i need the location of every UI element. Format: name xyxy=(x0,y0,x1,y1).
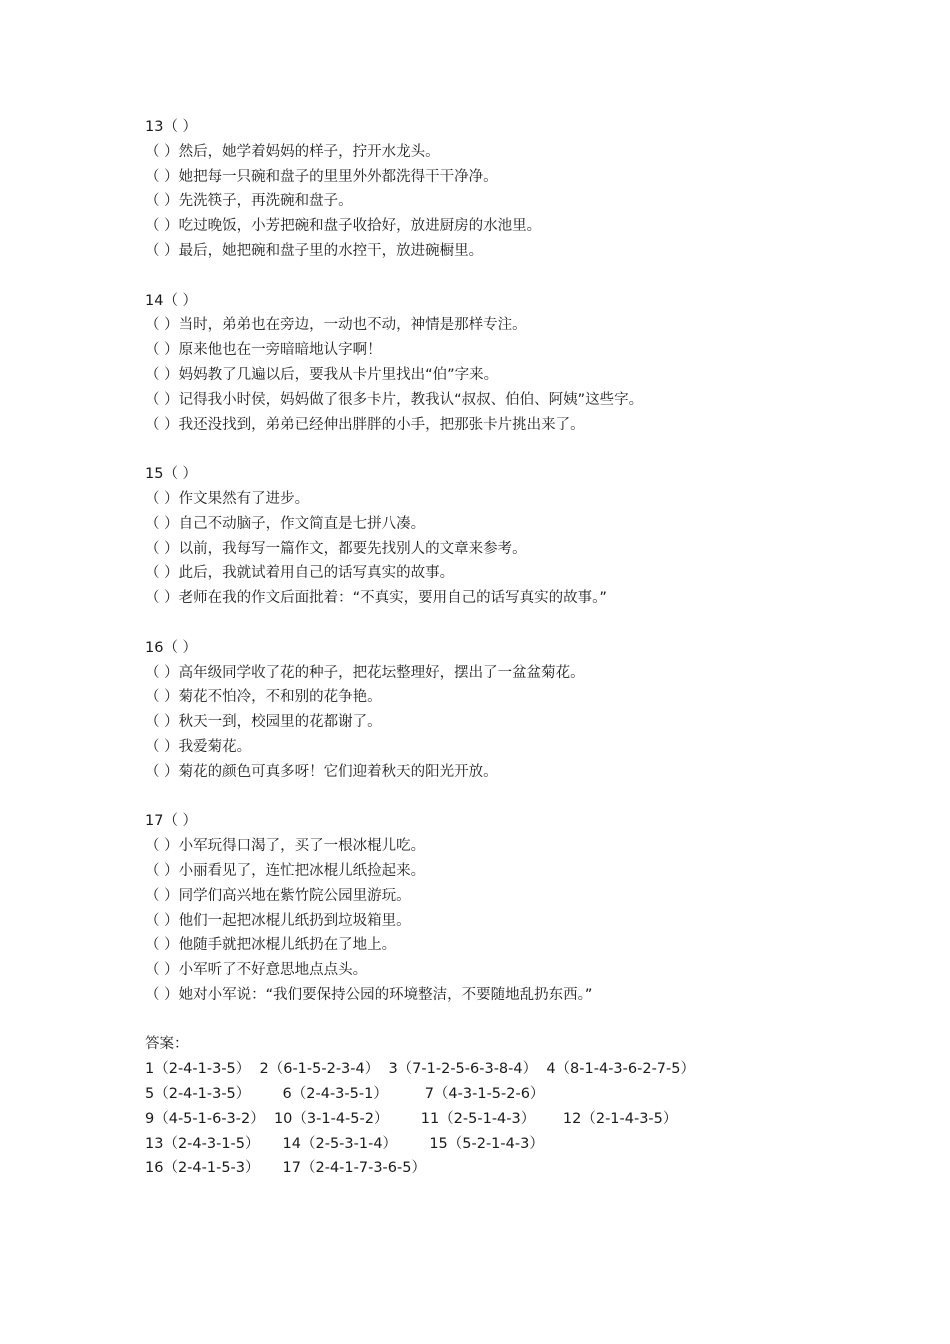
sentence-line: （ ）以前，我每写一篇作文，都要先找别人的文章来参考。 xyxy=(145,540,527,557)
spacer xyxy=(145,264,865,289)
spacer xyxy=(145,1008,865,1033)
sentence-line: （ ）她对小军说：“我们要保持公园的环境整洁，不要随地乱扔东西。” xyxy=(145,986,593,1003)
answer-row: 16（2-4-1-5-3） 17（2-4-1-7-3-6-5） xyxy=(145,1160,426,1177)
spacer xyxy=(145,437,865,462)
question-15 xyxy=(145,462,865,611)
sentence-line: （ ）此后，我就试着用自己的话写真实的故事。 xyxy=(145,565,455,582)
document-page xyxy=(145,115,865,1181)
sentence-line: （ ）高年级同学收了花的种子，把花坛整理好，摆出了一盆盆菊花。 xyxy=(145,664,585,681)
sentence-line: （ ）最后，她把碗和盘子里的水控干，放进碗橱里。 xyxy=(145,242,484,259)
sentence-line: （ ）菊花的颜色可真多呀！它们迎着秋天的阳光开放。 xyxy=(145,763,498,780)
question-header: 16（ ） xyxy=(145,639,198,656)
question-header: 14（ ） xyxy=(145,292,198,309)
sentence-line: （ ）自己不动脑子，作文简直是七拼八凑。 xyxy=(145,515,426,532)
sentence-line: （ ）当时，弟弟也在旁边，一动也不动，神情是那样专注。 xyxy=(145,317,527,334)
sentence-line: （ ）吃过晚饭，小芳把碗和盘子收拾好，放进厨房的水池里。 xyxy=(145,218,542,235)
spacer xyxy=(145,611,865,636)
question-17 xyxy=(145,809,865,1007)
sentence-line: （ ）小丽看见了，连忙把冰棍儿纸捡起来。 xyxy=(145,862,426,879)
question-16 xyxy=(145,636,865,785)
question-header: 17（ ） xyxy=(145,813,198,830)
sentence-line: （ ）原来他也在一旁暗暗地认字啊！ xyxy=(145,342,382,359)
answer-row: 1（2-4-1-3-5） 2（6-1-5-2-3-4） 3（7-1-2-5-6-3-8-4） 4（8-1-4-3-6-2-7-5） xyxy=(145,1061,695,1078)
sentence-line: （ ）然后，她学着妈妈的样子，拧开水龙头。 xyxy=(145,143,440,160)
sentence-line: （ ）他们一起把冰棍儿纸扔到垃圾箱里。 xyxy=(145,912,411,929)
question-14 xyxy=(145,289,865,438)
answer-row: 13（2-4-3-1-5） 14（2-5-3-1-4） 15（5-2-1-4-3） xyxy=(145,1135,544,1152)
sentence-line: （ ）我还没找到，弟弟已经伸出胖胖的小手，把那张卡片挑出来了。 xyxy=(145,416,585,433)
spacer xyxy=(145,785,865,810)
sentence-line: （ ）老师在我的作文后面批着：“不真实，要用自己的话写真实的故事。” xyxy=(145,590,607,607)
sentence-line: （ ）小军玩得口渴了，买了一根冰棍儿吃。 xyxy=(145,838,426,855)
sentence-line: （ ）妈妈教了几遍以后，要我从卡片里找出“伯”字来。 xyxy=(145,366,499,383)
sentence-line: （ ）她把每一只碗和盘子的里里外外都洗得干干净净。 xyxy=(145,168,498,185)
question-13 xyxy=(145,115,865,264)
answer-section xyxy=(145,1032,865,1181)
answer-row: 9（4-5-1-6-3-2） 10（3-1-4-5-2） 11（2-5-1-4-3） 12（2-1-4-3-5） xyxy=(145,1110,678,1127)
sentence-line: （ ）我爱菊花。 xyxy=(145,738,252,755)
sentence-line: （ ）记得我小时侯，妈妈做了很多卡片，教我认“叔叔、伯伯、阿姨”这些字。 xyxy=(145,391,644,408)
sentence-line: （ ）小军听了不好意思地点点头。 xyxy=(145,962,368,979)
sentence-line: （ ）作文果然有了进步。 xyxy=(145,490,310,507)
answer-row: 5（2-4-1-3-5） 6（2-4-3-5-1） 7（4-3-1-5-2-6） xyxy=(145,1086,545,1103)
sentence-line: （ ）先洗筷子，再洗碗和盘子。 xyxy=(145,193,353,210)
answer-title: 答案： xyxy=(145,1036,189,1053)
sentence-line: （ ）同学们高兴地在紫竹院公园里游玩。 xyxy=(145,887,411,904)
question-header: 15（ ） xyxy=(145,466,198,483)
sentence-line: （ ）菊花不怕冷，不和别的花争艳。 xyxy=(145,689,382,706)
sentence-line: （ ）他随手就把冰棍儿纸扔在了地上。 xyxy=(145,937,397,954)
sentence-line: （ ）秋天一到，校园里的花都谢了。 xyxy=(145,714,382,731)
question-header: 13（ ） xyxy=(145,119,198,135)
